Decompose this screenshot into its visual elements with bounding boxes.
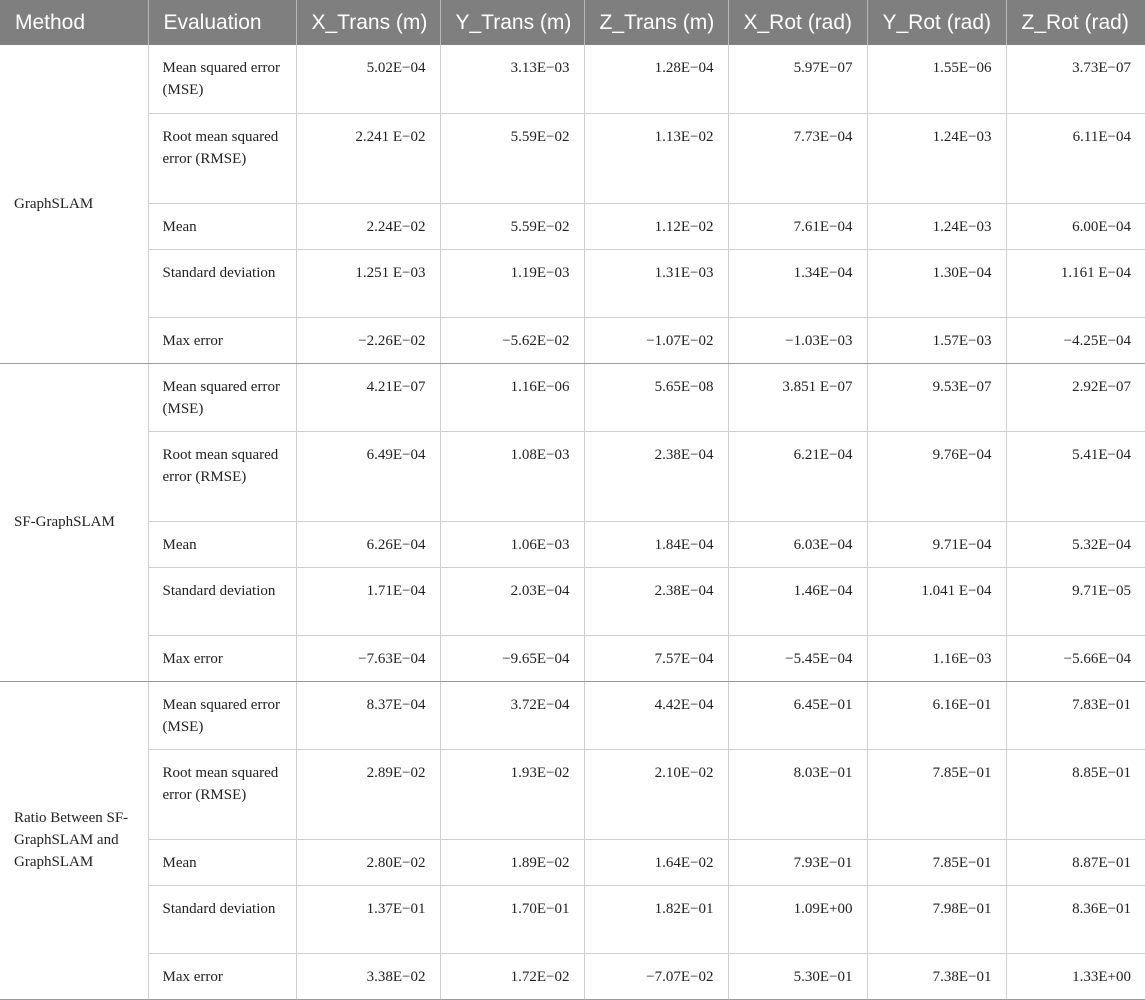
table-row bbox=[0, 749, 1145, 839]
value-cell: 6.21E−04 bbox=[728, 431, 867, 521]
value-cell: 1.33E+00 bbox=[1006, 953, 1145, 999]
value-cell: 7.57E−04 bbox=[584, 635, 728, 681]
value-cell: −9.65E−04 bbox=[440, 635, 584, 681]
column-header-z-trans: Z_Trans (m) bbox=[584, 0, 728, 45]
value-cell: 1.89E−02 bbox=[440, 839, 584, 885]
value-cell: 7.38E−01 bbox=[867, 953, 1006, 999]
value-cell: 5.41E−04 bbox=[1006, 431, 1145, 521]
value-cell: 6.49E−04 bbox=[296, 431, 440, 521]
evaluation-cell: Mean bbox=[148, 203, 296, 249]
evaluation-cell: Root mean squared error (RMSE) bbox=[148, 749, 296, 839]
value-cell: 4.42E−04 bbox=[584, 681, 728, 749]
table-row bbox=[0, 317, 1145, 363]
value-cell: 1.24E−03 bbox=[867, 113, 1006, 203]
value-cell: 7.85E−01 bbox=[867, 839, 1006, 885]
value-cell: 6.03E−04 bbox=[728, 521, 867, 567]
value-cell: 3.72E−04 bbox=[440, 681, 584, 749]
value-cell: 1.16E−03 bbox=[867, 635, 1006, 681]
table-row bbox=[0, 363, 1145, 431]
value-cell: 7.83E−01 bbox=[1006, 681, 1145, 749]
value-cell: 1.37E−01 bbox=[296, 885, 440, 953]
evaluation-cell: Standard deviation bbox=[148, 249, 296, 317]
value-cell: 6.00E−04 bbox=[1006, 203, 1145, 249]
column-header-evaluation: Evaluation bbox=[148, 0, 296, 45]
value-cell: 7.61E−04 bbox=[728, 203, 867, 249]
value-cell: 1.31E−03 bbox=[584, 249, 728, 317]
value-cell: −7.07E−02 bbox=[584, 953, 728, 999]
value-cell: 1.161 E−04 bbox=[1006, 249, 1145, 317]
header-row bbox=[0, 0, 1145, 45]
value-cell: 8.03E−01 bbox=[728, 749, 867, 839]
value-cell: 9.53E−07 bbox=[867, 363, 1006, 431]
value-cell: 1.09E+00 bbox=[728, 885, 867, 953]
value-cell: 9.76E−04 bbox=[867, 431, 1006, 521]
value-cell: 8.87E−01 bbox=[1006, 839, 1145, 885]
evaluation-cell: Mean bbox=[148, 839, 296, 885]
value-cell: 5.59E−02 bbox=[440, 203, 584, 249]
value-cell: 6.45E−01 bbox=[728, 681, 867, 749]
value-cell: 8.36E−01 bbox=[1006, 885, 1145, 953]
value-cell: 2.92E−07 bbox=[1006, 363, 1145, 431]
value-cell: 4.21E−07 bbox=[296, 363, 440, 431]
value-cell: 3.851 E−07 bbox=[728, 363, 867, 431]
value-cell: 2.241 E−02 bbox=[296, 113, 440, 203]
table-row bbox=[0, 249, 1145, 317]
evaluation-cell: Max error bbox=[148, 953, 296, 999]
value-cell: 6.11E−04 bbox=[1006, 113, 1145, 203]
column-header-z-rot: Z_Rot (rad) bbox=[1006, 0, 1145, 45]
evaluation-cell: Root mean squared error (RMSE) bbox=[148, 431, 296, 521]
evaluation-cell: Mean squared error (MSE) bbox=[148, 363, 296, 431]
value-cell: −5.45E−04 bbox=[728, 635, 867, 681]
table-row bbox=[0, 635, 1145, 681]
value-cell: 9.71E−04 bbox=[867, 521, 1006, 567]
evaluation-cell: Mean squared error (MSE) bbox=[148, 45, 296, 113]
value-cell: 1.57E−03 bbox=[867, 317, 1006, 363]
value-cell: −1.07E−02 bbox=[584, 317, 728, 363]
value-cell: 7.93E−01 bbox=[728, 839, 867, 885]
value-cell: 1.30E−04 bbox=[867, 249, 1006, 317]
value-cell: 3.73E−07 bbox=[1006, 45, 1145, 113]
table-row bbox=[0, 203, 1145, 249]
column-header-x-trans: X_Trans (m) bbox=[296, 0, 440, 45]
method-cell: SF-GraphSLAM bbox=[0, 363, 148, 681]
evaluation-cell: Max error bbox=[148, 635, 296, 681]
evaluation-cell: Standard deviation bbox=[148, 567, 296, 635]
value-cell: 1.46E−04 bbox=[728, 567, 867, 635]
method-cell: GraphSLAM bbox=[0, 45, 148, 363]
table-row bbox=[0, 521, 1145, 567]
value-cell: 7.73E−04 bbox=[728, 113, 867, 203]
table-row bbox=[0, 885, 1145, 953]
table-row bbox=[0, 431, 1145, 521]
value-cell: 9.71E−05 bbox=[1006, 567, 1145, 635]
value-cell: −5.62E−02 bbox=[440, 317, 584, 363]
table-row bbox=[0, 953, 1145, 999]
value-cell: 5.32E−04 bbox=[1006, 521, 1145, 567]
value-cell: 3.13E−03 bbox=[440, 45, 584, 113]
table-body bbox=[0, 45, 1145, 999]
value-cell: 2.89E−02 bbox=[296, 749, 440, 839]
value-cell: 1.08E−03 bbox=[440, 431, 584, 521]
value-cell: 5.59E−02 bbox=[440, 113, 584, 203]
value-cell: −2.26E−02 bbox=[296, 317, 440, 363]
table-row bbox=[0, 681, 1145, 749]
method-cell: Ratio Between SF-GraphSLAM and GraphSLAM bbox=[0, 681, 148, 999]
value-cell: 1.93E−02 bbox=[440, 749, 584, 839]
value-cell: 2.38E−04 bbox=[584, 431, 728, 521]
evaluation-cell: Mean bbox=[148, 521, 296, 567]
evaluation-cell: Root mean squared error (RMSE) bbox=[148, 113, 296, 203]
column-header-y-rot: Y_Rot (rad) bbox=[867, 0, 1006, 45]
value-cell: 2.24E−02 bbox=[296, 203, 440, 249]
value-cell: 1.84E−04 bbox=[584, 521, 728, 567]
value-cell: 2.38E−04 bbox=[584, 567, 728, 635]
value-cell: 1.55E−06 bbox=[867, 45, 1006, 113]
value-cell: 8.85E−01 bbox=[1006, 749, 1145, 839]
value-cell: 6.16E−01 bbox=[867, 681, 1006, 749]
table-row bbox=[0, 45, 1145, 113]
value-cell: 7.85E−01 bbox=[867, 749, 1006, 839]
value-cell: 5.30E−01 bbox=[728, 953, 867, 999]
column-header-method: Method bbox=[0, 0, 148, 45]
value-cell: 1.28E−04 bbox=[584, 45, 728, 113]
value-cell: 5.97E−07 bbox=[728, 45, 867, 113]
value-cell: 2.80E−02 bbox=[296, 839, 440, 885]
value-cell: 1.34E−04 bbox=[728, 249, 867, 317]
value-cell: 1.71E−04 bbox=[296, 567, 440, 635]
value-cell: 1.06E−03 bbox=[440, 521, 584, 567]
value-cell: −5.66E−04 bbox=[1006, 635, 1145, 681]
value-cell: 1.13E−02 bbox=[584, 113, 728, 203]
value-cell: 6.26E−04 bbox=[296, 521, 440, 567]
value-cell: 7.98E−01 bbox=[867, 885, 1006, 953]
table-row bbox=[0, 567, 1145, 635]
value-cell: 1.12E−02 bbox=[584, 203, 728, 249]
value-cell: 5.02E−04 bbox=[296, 45, 440, 113]
column-header-y-trans: Y_Trans (m) bbox=[440, 0, 584, 45]
value-cell: 2.03E−04 bbox=[440, 567, 584, 635]
value-cell: 1.70E−01 bbox=[440, 885, 584, 953]
evaluation-cell: Mean squared error (MSE) bbox=[148, 681, 296, 749]
value-cell: 3.38E−02 bbox=[296, 953, 440, 999]
value-cell: 1.82E−01 bbox=[584, 885, 728, 953]
value-cell: −1.03E−03 bbox=[728, 317, 867, 363]
evaluation-cell: Max error bbox=[148, 317, 296, 363]
evaluation-cell: Standard deviation bbox=[148, 885, 296, 953]
value-cell: 8.37E−04 bbox=[296, 681, 440, 749]
value-cell: 2.10E−02 bbox=[584, 749, 728, 839]
table-row bbox=[0, 113, 1145, 203]
column-header-x-rot: X_Rot (rad) bbox=[728, 0, 867, 45]
value-cell: −4.25E−04 bbox=[1006, 317, 1145, 363]
value-cell: 1.64E−02 bbox=[584, 839, 728, 885]
value-cell: 1.251 E−03 bbox=[296, 249, 440, 317]
value-cell: 1.041 E−04 bbox=[867, 567, 1006, 635]
value-cell: 1.19E−03 bbox=[440, 249, 584, 317]
value-cell: 1.24E−03 bbox=[867, 203, 1006, 249]
value-cell: 5.65E−08 bbox=[584, 363, 728, 431]
value-cell: 1.72E−02 bbox=[440, 953, 584, 999]
table-row bbox=[0, 839, 1145, 885]
value-cell: 1.16E−06 bbox=[440, 363, 584, 431]
value-cell: −7.63E−04 bbox=[296, 635, 440, 681]
